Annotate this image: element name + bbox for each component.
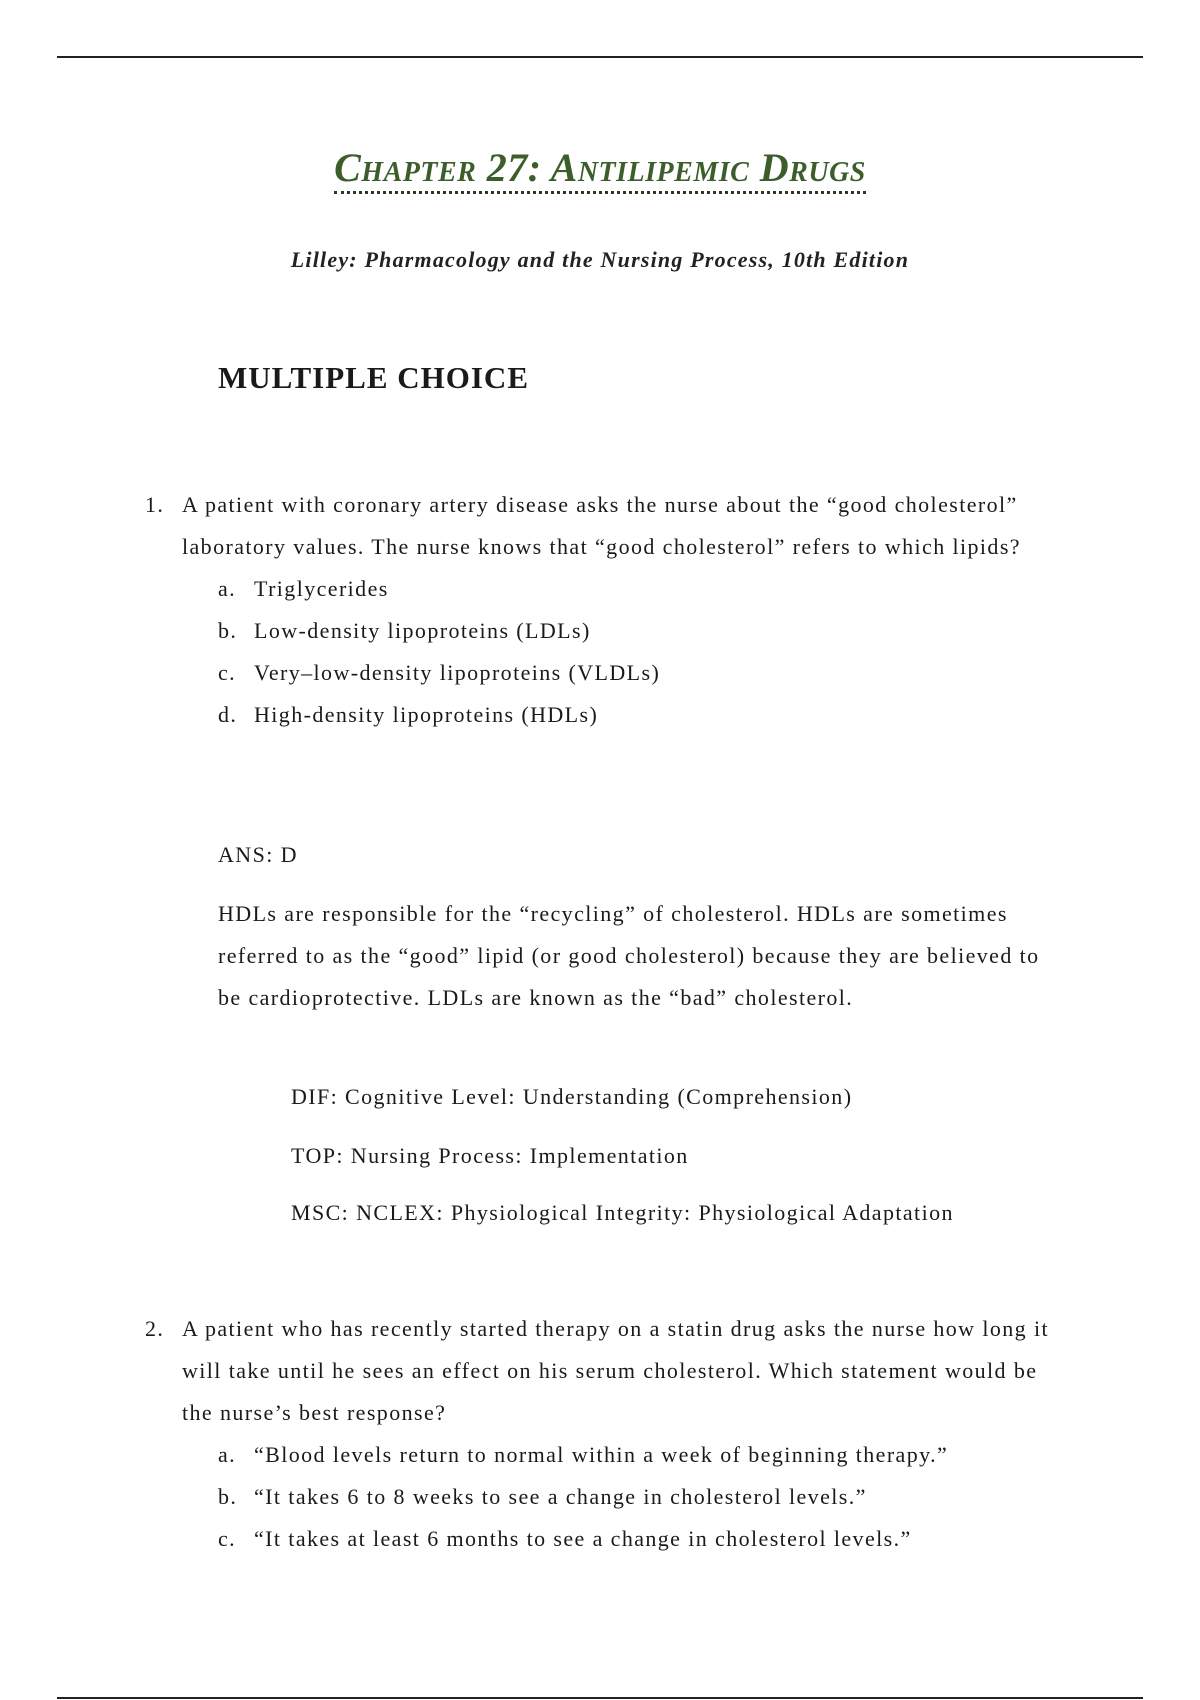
chapter-title-text: Chapter 27: Antilipemic Drugs [334, 148, 866, 194]
option-c [218, 652, 1065, 694]
answer-options [218, 568, 1065, 736]
option-text: “Blood levels return to normal within a week of beginning therapy.” [254, 1442, 949, 1467]
option-letter: c. [218, 1526, 237, 1551]
option-c [218, 1518, 1065, 1560]
bottom-rule [57, 1697, 1143, 1699]
top-rule [57, 56, 1143, 58]
question-2 [145, 1308, 1065, 1560]
difficulty-tag: DIF: Cognitive Level: Understanding (Comprehension) [291, 1084, 853, 1109]
option-text: “It takes at least 6 months to see a change in cholesterol levels.” [254, 1526, 912, 1551]
question-number: 1. [145, 492, 165, 517]
option-text: Very–low-density lipoproteins (VLDLs) [254, 660, 661, 685]
option-text: High-density lipoproteins (HDLs) [254, 702, 599, 727]
question-number: 2. [145, 1316, 165, 1341]
book-subtitle: Lilley: Pharmacology and the Nursing Process, 10th Edition [290, 247, 910, 272]
option-letter: b. [218, 618, 238, 643]
option-b [218, 1476, 1065, 1518]
option-a [218, 1434, 1065, 1476]
option-b [218, 610, 1065, 652]
option-text: Low-density lipoproteins (LDLs) [254, 618, 591, 643]
chapter-title [0, 145, 1200, 194]
option-text: “It takes 6 to 8 weeks to see a change in cholesterol levels.” [254, 1484, 867, 1509]
topic-tag: TOP: Nursing Process: Implementation [291, 1143, 689, 1168]
answer-options [218, 1434, 1065, 1560]
option-letter: a. [218, 1442, 237, 1467]
option-a [218, 568, 1065, 610]
option-letter: c. [218, 660, 237, 685]
option-letter: a. [218, 576, 237, 601]
answer-rationale: HDLs are responsible for the “recycling” of cholesterol. HDLs are sometimes referred to as the “good” lipid (or good cholesterol) because they are believed to be cardioprotective. LDLs are known as the “bad” cholesterol. [218, 901, 1040, 1010]
option-letter: d. [218, 702, 238, 727]
question-stem: A patient who has recently started therapy on a statin drug asks the nurse how long it will take until he sees an effect on his serum cholesterol. Which statement would be the nurse’s best response? [182, 1316, 1050, 1425]
answer-key: ANS: D [218, 842, 298, 867]
question-stem: A patient with coronary artery disease asks the nurse about the “good cholesterol” laboratory values. The nurse knows that “good cholesterol” refers to which lipids? [182, 492, 1021, 559]
option-letter: b. [218, 1484, 238, 1509]
section-heading: MULTIPLE CHOICE [218, 360, 529, 395]
question-1 [145, 484, 1065, 736]
option-text: Triglycerides [254, 576, 389, 601]
option-d [218, 694, 1065, 736]
nclex-tag: MSC: NCLEX: Physiological Integrity: Physiological Adaptation [291, 1200, 954, 1225]
